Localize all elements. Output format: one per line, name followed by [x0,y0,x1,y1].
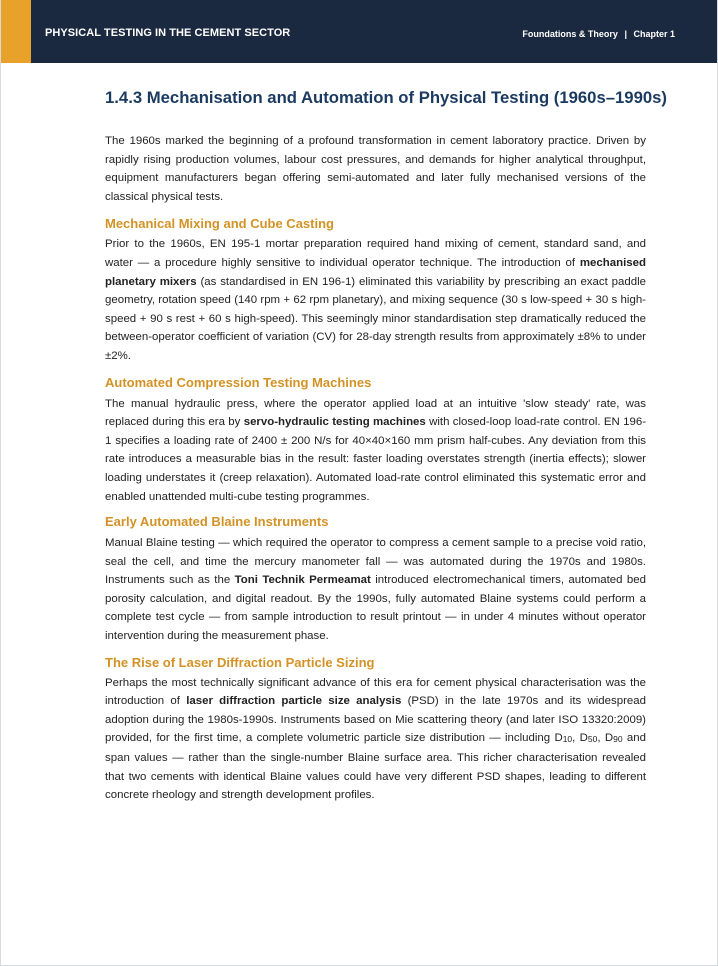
mixing-text-2: (as standardised in EN 196-1) eliminated this variability by prescribing an exact paddle geometry, rotation speed (140 rpm + 62 rpm planetary), and mixing sequence (30 s low-speed + 30 s high-speed + 90 s rest + 60 s high-speed). This seemingly minor standardisation step dramatically reduced the between-operator coefficient of variation (CV) for 28-day strength results from approximately ±8% to under ±2%. [105,275,646,362]
laser-paragraph [105,674,646,805]
d90-symbol: $D_{90}$ [604,732,623,745]
d-separator-2: , [597,732,605,745]
header-title: PHYSICAL TESTING IN THE CEMENT SECTOR [45,27,291,39]
compression-paragraph [105,395,646,507]
mixing-text-1: Prior to the 1960s, EN 195-1 mortar preparation required hand mixing of cement, standard sand, and water — a procedure highly sensitive to individual operator technique. The introduction of [105,238,646,269]
section-title: 1.4.3 Mechanisation and Automation of Physical Testing (1960s–1990s) [105,88,667,107]
mixing-heading: Mechanical Mixing and Cube Casting [105,216,334,232]
header-chapter: Chapter 1 [633,29,675,39]
laser-heading: The Rise of Laser Diffraction Particle Sizing [105,654,375,670]
header-separator: | [624,29,627,39]
d-separator-1: , [572,732,580,745]
header-section: Foundations & Theory [522,29,618,39]
d10-symbol: $D_{10}$ [554,732,573,745]
laser-text-2: (PSD) in the late 1970s and its widespread adoption during the 1980s-1990s. Instruments based on Mie scattering theory (and later ISO 13320:2009) provided, for the first time, a complete volumetric particle size distribution — including [105,695,646,745]
intro-paragraph: The 1960s marked the beginning of a profound transformation in cement laboratory practice. Driven by rapidly rising production volumes, labour cost pressures, and demands for higher analytical throughput, equipment manufacturers began offering semi-automated and later fully mechanised versions of the classical physical tests. [105,135,646,203]
compression-text-1: The manual hydraulic press, where the operator applied load at an intuitive 'slow steady' rate, was replaced during this era by [105,397,646,429]
compression-text-2: with closed-loop load-rate control. EN 196-1 specifies a loading rate of 2400 ± 200 N/s for 40×40×160 mm prism half-cubes. Any deviation from this rate introduces a measurable bias in the result: faster loading overstates strength (inertia effects); slower loading understates it (creep relaxation). Automated load-rate control eliminated this systematic error and enabled unattended multi-cube testing programmes. [105,416,646,503]
mixing-strong-term: mechanised planetary mixers [105,256,646,288]
d50-symbol: $D_{50}$ [579,732,598,745]
document-content [105,88,667,805]
header-accent-bar [1,0,31,63]
mixing-paragraph [105,235,646,365]
blaine-paragraph [105,534,646,646]
compression-strong-term: servo-hydraulic testing machines [243,416,426,429]
laser-text-3: and span values — rather than the single-number Blaine surface area. This richer characterisation revealed that two cements with identical Blaine values could have very different PSD shapes, leading to different concrete rheology and strength development profiles. [105,732,646,802]
laser-text-1: Perhaps the most technically significant advance of this era for cement physical characterisation was the introduction of [105,676,646,708]
blaine-strong-term: Toni Technik Permeamat [234,574,371,587]
blaine-heading: Early Automated Blaine Instruments [105,514,329,530]
compression-heading: Automated Compression Testing Machines [105,374,372,390]
header-section-label [522,29,675,39]
blaine-text-2: introduced electromechanical timers, automated bed porosity calculation, and digital readout. By the 1990s, fully automated Blaine systems could perform a complete test cycle — from sample introduction to result printout — in under 4 minutes without operator intervention during the measurement phase. [105,574,646,643]
laser-strong-term: laser diffraction particle size analysis [186,695,402,708]
blaine-text-1: Manual Blaine testing — which required the operator to compress a cement sample to a precise void ratio, seal the cell, and time the mercury manometer fall — was automated during the 1970s and 1980s. Instruments such as the [105,537,646,587]
page-header [1,0,717,63]
